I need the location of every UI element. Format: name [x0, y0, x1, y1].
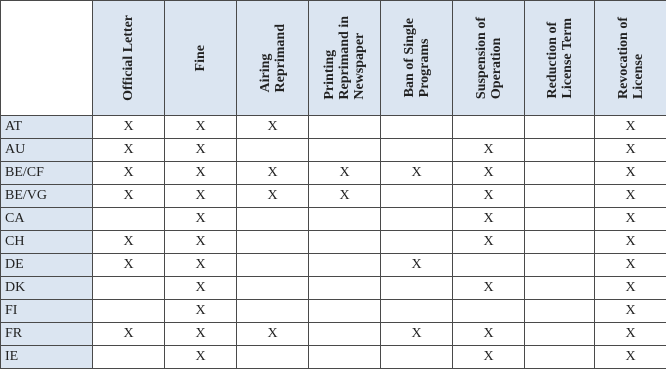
table-cell: X	[309, 185, 381, 208]
table-row	[1, 116, 666, 139]
table-cell	[525, 231, 595, 254]
table-cell	[237, 208, 309, 231]
row-label: BE/VG	[1, 185, 93, 208]
table-cell: X	[453, 185, 525, 208]
table-cell: X	[381, 162, 453, 185]
table-cell	[237, 346, 309, 369]
table-cell: X	[93, 254, 165, 277]
column-header: Printing Reprimand in Newspaper	[309, 1, 381, 116]
table-cell	[525, 162, 595, 185]
column-header: Suspension of Operation	[453, 1, 525, 116]
row-label: IE	[1, 346, 93, 369]
table-cell	[525, 346, 595, 369]
table-cell: X	[93, 162, 165, 185]
table-cell: X	[165, 139, 237, 162]
table-cell	[309, 231, 381, 254]
table-cell	[453, 300, 525, 323]
table-row	[1, 254, 666, 277]
column-header: Revocation of License	[595, 1, 666, 116]
table-row	[1, 346, 666, 369]
table-cell	[525, 323, 595, 346]
table-cell	[309, 139, 381, 162]
table-cell: X	[237, 185, 309, 208]
table-cell	[525, 116, 595, 139]
table-row	[1, 208, 666, 231]
table-cell	[309, 208, 381, 231]
row-label: BE/CF	[1, 162, 93, 185]
table-cell: X	[165, 162, 237, 185]
table-cell: X	[165, 277, 237, 300]
table-cell	[381, 231, 453, 254]
table-cell	[237, 254, 309, 277]
table-cell: X	[165, 208, 237, 231]
row-label: CH	[1, 231, 93, 254]
table-cell: X	[595, 185, 666, 208]
column-header: Ban of Single Programs	[381, 1, 453, 116]
table-cell: X	[165, 185, 237, 208]
table-cell	[525, 208, 595, 231]
column-header: Official Letter	[93, 1, 165, 116]
table-cell	[309, 300, 381, 323]
table-cell: X	[453, 277, 525, 300]
table-cell: X	[453, 162, 525, 185]
column-header: Reduction of License Term	[525, 1, 595, 116]
table-cell: X	[595, 231, 666, 254]
table-cell: X	[165, 116, 237, 139]
table-cell	[525, 185, 595, 208]
table-cell: X	[93, 116, 165, 139]
table-cell: X	[453, 208, 525, 231]
table-cell: X	[165, 323, 237, 346]
table-cell	[309, 346, 381, 369]
corner-cell	[1, 1, 93, 116]
table-cell	[525, 139, 595, 162]
table-cell: X	[595, 254, 666, 277]
table-row	[1, 300, 666, 323]
column-header: Fine	[165, 1, 237, 116]
table-cell: X	[595, 323, 666, 346]
row-label: AU	[1, 139, 93, 162]
table-cell: X	[93, 185, 165, 208]
table-cell	[381, 346, 453, 369]
table-cell	[309, 277, 381, 300]
table-cell: X	[453, 346, 525, 369]
table-cell	[93, 346, 165, 369]
table-row	[1, 162, 666, 185]
table-cell: X	[453, 323, 525, 346]
table-cell	[525, 300, 595, 323]
table-cell: X	[165, 300, 237, 323]
table-cell	[93, 300, 165, 323]
table-cell: X	[93, 231, 165, 254]
table-cell: X	[595, 116, 666, 139]
row-label: DE	[1, 254, 93, 277]
row-label: CA	[1, 208, 93, 231]
table-row	[1, 185, 666, 208]
table-cell	[381, 185, 453, 208]
table-row	[1, 277, 666, 300]
table-cell: X	[165, 254, 237, 277]
table-row	[1, 139, 666, 162]
table-cell	[237, 300, 309, 323]
table-cell: X	[595, 277, 666, 300]
table-cell	[381, 208, 453, 231]
table-cell	[525, 254, 595, 277]
table-cell: X	[595, 346, 666, 369]
table-cell: X	[165, 346, 237, 369]
table-cell	[453, 254, 525, 277]
table-cell: X	[595, 300, 666, 323]
table-cell	[309, 254, 381, 277]
table-cell	[381, 277, 453, 300]
table-cell: X	[93, 323, 165, 346]
table-cell	[381, 139, 453, 162]
table-row	[1, 323, 666, 346]
table-row	[1, 231, 666, 254]
table-cell: X	[381, 254, 453, 277]
row-label: FI	[1, 300, 93, 323]
table-cell: X	[453, 231, 525, 254]
column-header: Airing Reprimand	[237, 1, 309, 116]
table-cell	[309, 323, 381, 346]
table-cell	[237, 231, 309, 254]
table-cell	[93, 208, 165, 231]
table-cell	[237, 277, 309, 300]
table-cell	[381, 300, 453, 323]
header-row	[1, 1, 666, 116]
table-cell	[525, 277, 595, 300]
table-cell: X	[595, 162, 666, 185]
table-cell: X	[381, 323, 453, 346]
table-cell: X	[237, 116, 309, 139]
table-cell: X	[595, 208, 666, 231]
row-label: FR	[1, 323, 93, 346]
row-label: AT	[1, 116, 93, 139]
table-cell: X	[309, 162, 381, 185]
table-cell: X	[165, 231, 237, 254]
table-cell	[453, 116, 525, 139]
table-cell	[237, 139, 309, 162]
table-cell: X	[453, 139, 525, 162]
table-cell: X	[595, 139, 666, 162]
row-label: DK	[1, 277, 93, 300]
table-cell: X	[93, 139, 165, 162]
table-cell	[381, 116, 453, 139]
table-cell: X	[237, 162, 309, 185]
table-cell: X	[237, 323, 309, 346]
table-cell	[93, 277, 165, 300]
table-body	[1, 116, 666, 369]
table-cell	[309, 116, 381, 139]
